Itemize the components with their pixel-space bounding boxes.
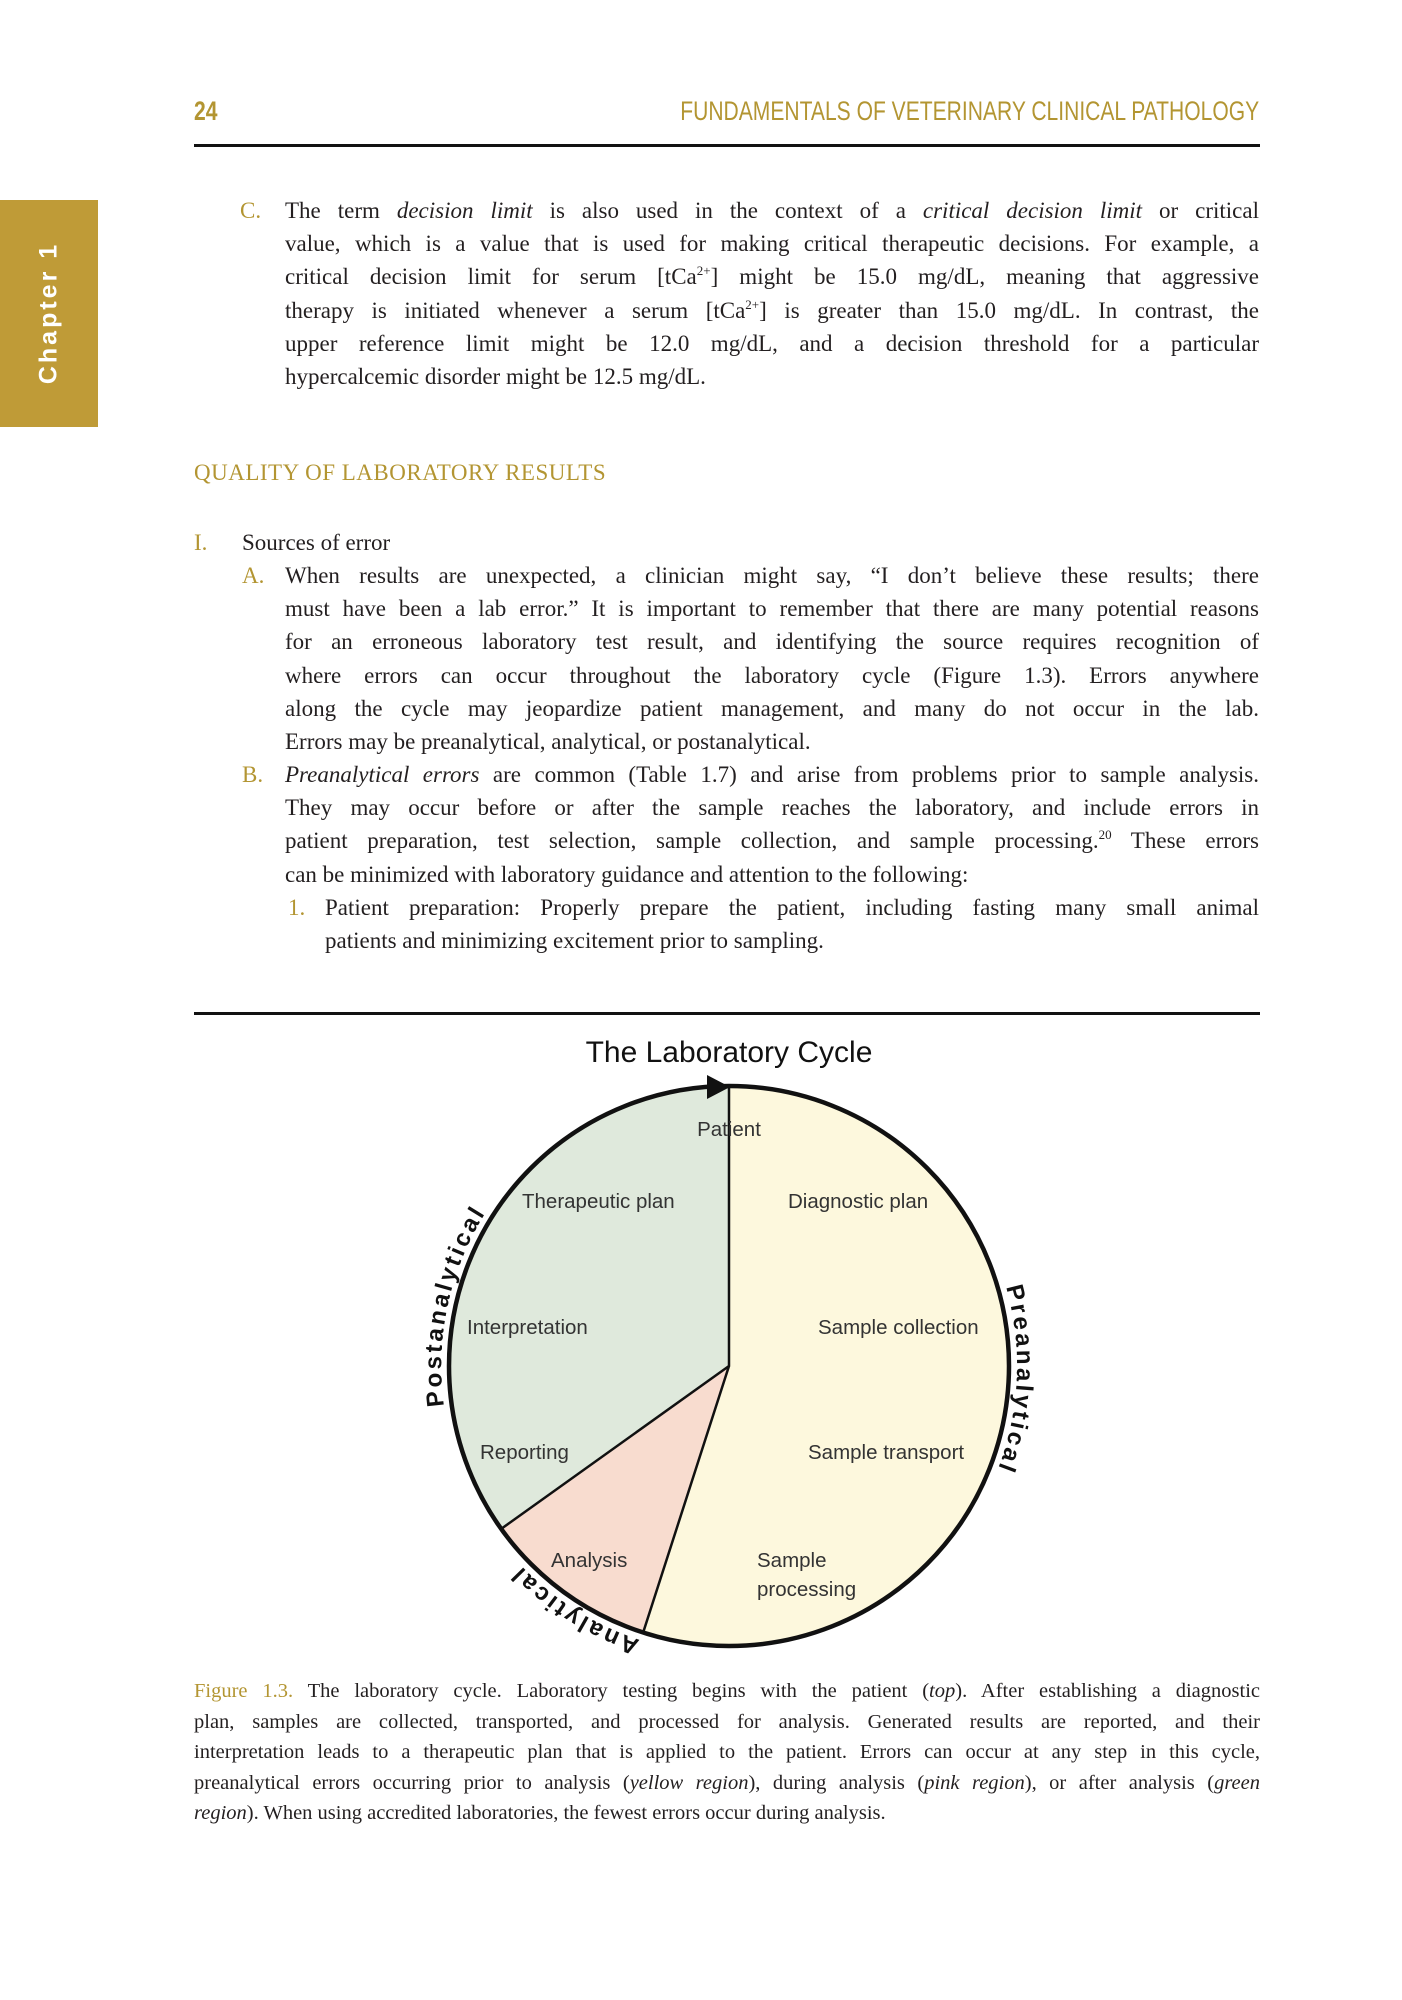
- text-run: They may occur before or after the sample reaches the laboratory, and include errors in: [285, 795, 1259, 821]
- italic-text: critical decision limit: [922, 198, 1143, 223]
- text-run: ] is greater than 15.0 mg/dL. In contrast, the: [759, 297, 1259, 323]
- text-run: hypercalcemic disorder might be 12.5 mg/dL.: [285, 363, 706, 389]
- step-therapeutic-plan: Therapeutic plan: [522, 1190, 675, 1213]
- text-run: plan, samples are collected, transported, and processed for analysis. Generated results are reported, and their: [194, 1710, 1260, 1733]
- text-run: can be minimized with laboratory guidance and attention to the following:: [285, 861, 969, 887]
- superscript: 20: [1098, 827, 1112, 843]
- phase-preanalytical: Preanalytical: [991, 1281, 1039, 1479]
- text-run: ] might be 15.0 mg/dL, meaning that aggressive: [710, 264, 1259, 290]
- step-diagnostic-plan: Diagnostic plan: [788, 1190, 929, 1213]
- text-run: ), or after analysis (: [1024, 1771, 1215, 1794]
- italic-text: region: [194, 1802, 247, 1825]
- figure-label: Figure 1.3.: [194, 1680, 294, 1702]
- text-run: must have been a lab error.” It is important to remember that there are many potential reasons: [285, 596, 1259, 622]
- text-run: along the cycle may jeopardize patient management, and many do not occur in the lab.: [285, 695, 1259, 721]
- italic-text: top: [929, 1680, 956, 1702]
- step-patient: Patient: [697, 1118, 761, 1141]
- text-run: Patient preparation: Properly prepare the patient, including fasting many small animal: [325, 895, 1259, 920]
- text-run: patient preparation, test selection, sample collection, and sample processing.: [285, 828, 1099, 854]
- text-run: value, which is a value that is used for making critical therapeutic decisions. For example, a: [285, 231, 1259, 257]
- step-sample-collection: Sample collection: [818, 1316, 979, 1339]
- page-number: 24: [194, 96, 218, 126]
- text-run: The laboratory cycle. Laboratory testing begins with the patient (: [293, 1680, 930, 1702]
- step-sample-processing-line1: Sample: [757, 1549, 827, 1572]
- step-interpretation: Interpretation: [467, 1316, 588, 1339]
- outline-marker-b: B.: [242, 762, 264, 787]
- text-run: ). After establishing a diagnostic: [955, 1680, 1260, 1702]
- chapter-tab-label: Chapter 1: [34, 241, 63, 385]
- italic-text: Preanalytical errors: [285, 762, 480, 787]
- text-run: patients and minimizing excitement prior to sampling.: [325, 928, 824, 954]
- step-sample-processing-line2: processing: [757, 1578, 857, 1601]
- text-line: [194, 1707, 1260, 1738]
- italic-text: pink region: [924, 1771, 1025, 1794]
- text-run: is also used in the context of a: [532, 198, 923, 223]
- italic-text: decision limit: [396, 198, 533, 223]
- text-run: are common (Table 1.7) and arise from problems prior to sample analysis.: [479, 762, 1259, 787]
- step-analysis: Analysis: [551, 1549, 628, 1572]
- text-line: [194, 1798, 1260, 1829]
- text-run: critical decision limit for serum [tCa: [285, 264, 697, 290]
- outline-marker-c: C.: [240, 198, 262, 223]
- phase-postanalytical: Postanalytical: [420, 1200, 492, 1409]
- text-run: or critical: [1142, 198, 1259, 223]
- outline-marker-i: I.: [194, 530, 208, 555]
- phase-analytical: Analytical: [504, 1560, 643, 1660]
- text-run: preanalytical errors occurring prior to analysis (: [194, 1771, 630, 1794]
- text-run: The term: [285, 198, 397, 223]
- text-run: upper reference limit might be 12.0 mg/dL, and a decision threshold for a particular: [285, 330, 1259, 356]
- text-run: where errors can occur throughout the laboratory cycle (Figure 1.3). Errors anywhere: [285, 662, 1259, 688]
- section-heading: QUALITY OF LABORATORY RESULTS: [194, 460, 607, 485]
- text-line: [194, 1768, 1260, 1799]
- text-run: When results are unexpected, a clinician might say, “I don’t believe these results; there: [285, 563, 1259, 588]
- superscript: 2+: [696, 263, 711, 279]
- step-sample-transport: Sample transport: [808, 1441, 965, 1464]
- superscript: 2+: [745, 296, 760, 312]
- figure-title: The Laboratory Cycle: [585, 1036, 873, 1069]
- italic-text: yellow region: [629, 1771, 749, 1794]
- outline-heading-sources-of-error: Sources of error: [242, 530, 391, 555]
- text-run: These errors: [1111, 828, 1259, 854]
- text-run: interpretation leads to a therapeutic plan that is applied to the patient. Errors can occur at any step in this cycle,: [194, 1741, 1260, 1764]
- outline-marker-a: A.: [242, 563, 265, 588]
- running-title: FUNDAMENTALS OF VETERINARY CLINICAL PATHOLOGY: [680, 96, 1259, 126]
- figure-caption: [194, 1676, 1260, 1829]
- text-run: for an erroneous laboratory test result, and identifying the source requires recognition of: [285, 629, 1259, 655]
- text-run: ). When using accredited laboratories, the fewest errors occur during analysis.: [246, 1802, 886, 1825]
- text-line: [194, 1737, 1260, 1768]
- outline-marker-1: 1.: [288, 895, 306, 920]
- text-run: Errors may be preanalytical, analytical, or postanalytical.: [285, 728, 811, 754]
- text-run: therapy is initiated whenever a serum [tCa: [285, 297, 746, 323]
- italic-text: green: [1214, 1771, 1260, 1794]
- text-run: ), during analysis (: [748, 1771, 925, 1794]
- step-reporting: Reporting: [480, 1441, 569, 1464]
- text-line: [194, 1676, 1260, 1707]
